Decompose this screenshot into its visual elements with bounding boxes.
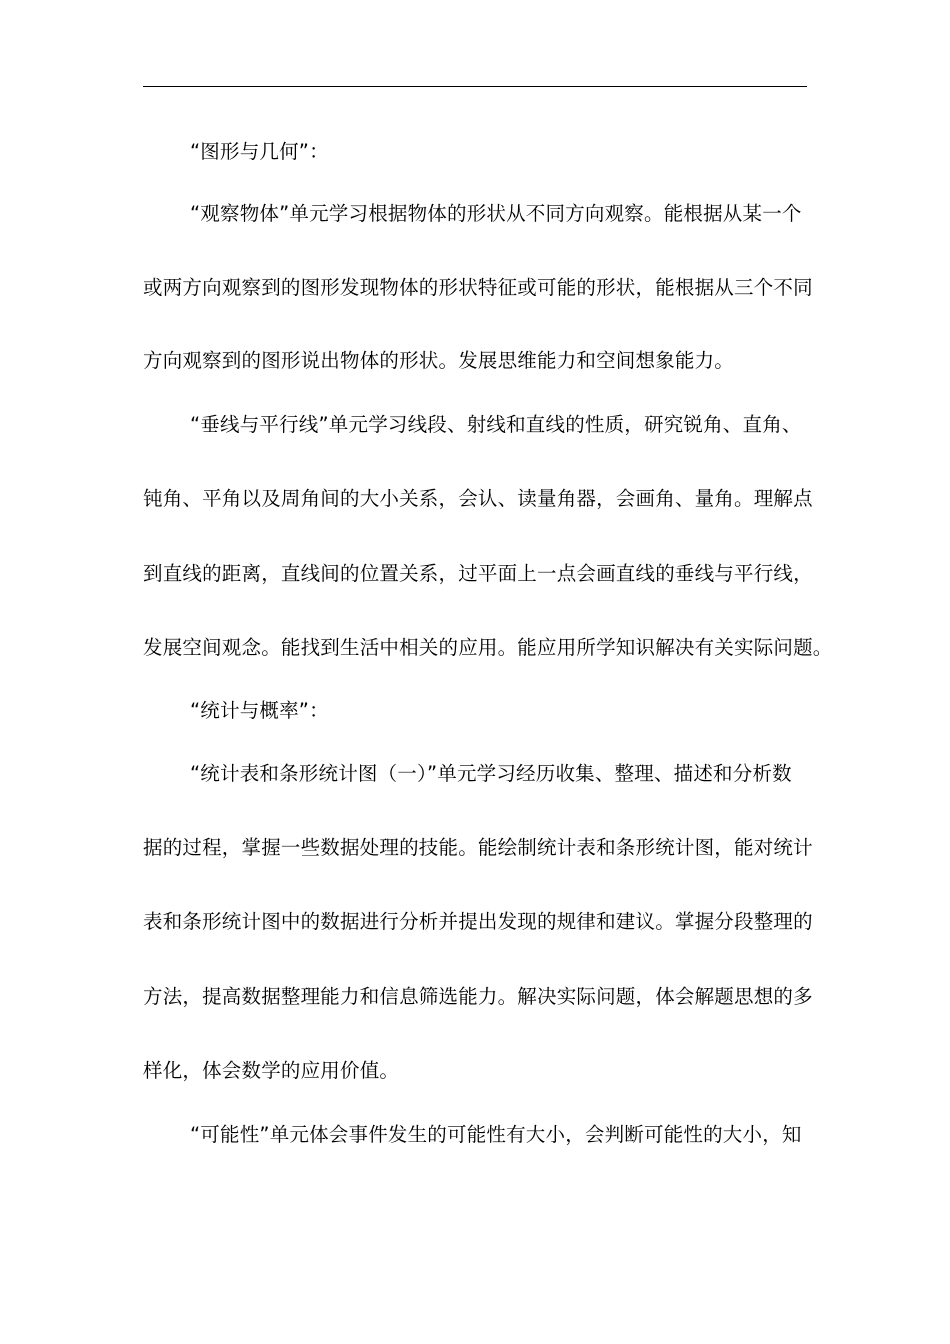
- paragraph-line: “统计表和条形统计图（一）”单元学习经历收集、整理、描述和分析数: [190, 762, 792, 785]
- paragraph-line: 或两方向观察到的图形发现物体的形状特征或可能的形状，能根据从三个不同: [143, 276, 813, 299]
- section-heading-geometry: “图形与几何”：: [190, 140, 329, 163]
- paragraph-line: 到直线的距离，直线间的位置关系，过平面上一点会画直线的垂线与平行线，: [143, 562, 813, 585]
- paragraph-line: “观察物体”单元学习根据物体的形状从不同方向观察。能根据从某一个: [190, 202, 802, 225]
- paragraph-line: 表和条形统计图中的数据进行分析并提出发现的规律和建议。掌握分段整理的: [143, 910, 813, 933]
- paragraph-line: 据的过程，掌握一些数据处理的技能。能绘制统计表和条形统计图，能对统计: [143, 836, 813, 859]
- paragraph-line: 方向观察到的图形说出物体的形状。发展思维能力和空间想象能力。: [143, 349, 735, 372]
- paragraph-line: 发展空间观念。能找到生活中相关的应用。能应用所学知识解决有关实际问题。: [143, 636, 833, 659]
- paragraph-line: 钝角、平角以及周角间的大小关系，会认、读量角器，会画角、量角。理解点: [143, 487, 813, 510]
- paragraph-line: “可能性”单元体会事件发生的可能性有大小，会判断可能性的大小，知: [190, 1123, 802, 1146]
- paragraph-line: 样化，体会数学的应用价值。: [143, 1059, 400, 1082]
- paragraph-line: “垂线与平行线”单元学习线段、射线和直线的性质，研究锐角、直角、: [190, 413, 802, 436]
- header-rule: [143, 86, 807, 87]
- paragraph-line: 方法，提高数据整理能力和信息筛选能力。解决实际问题，体会解题思想的多: [143, 985, 813, 1008]
- section-heading-statistics: “统计与概率”：: [190, 699, 329, 722]
